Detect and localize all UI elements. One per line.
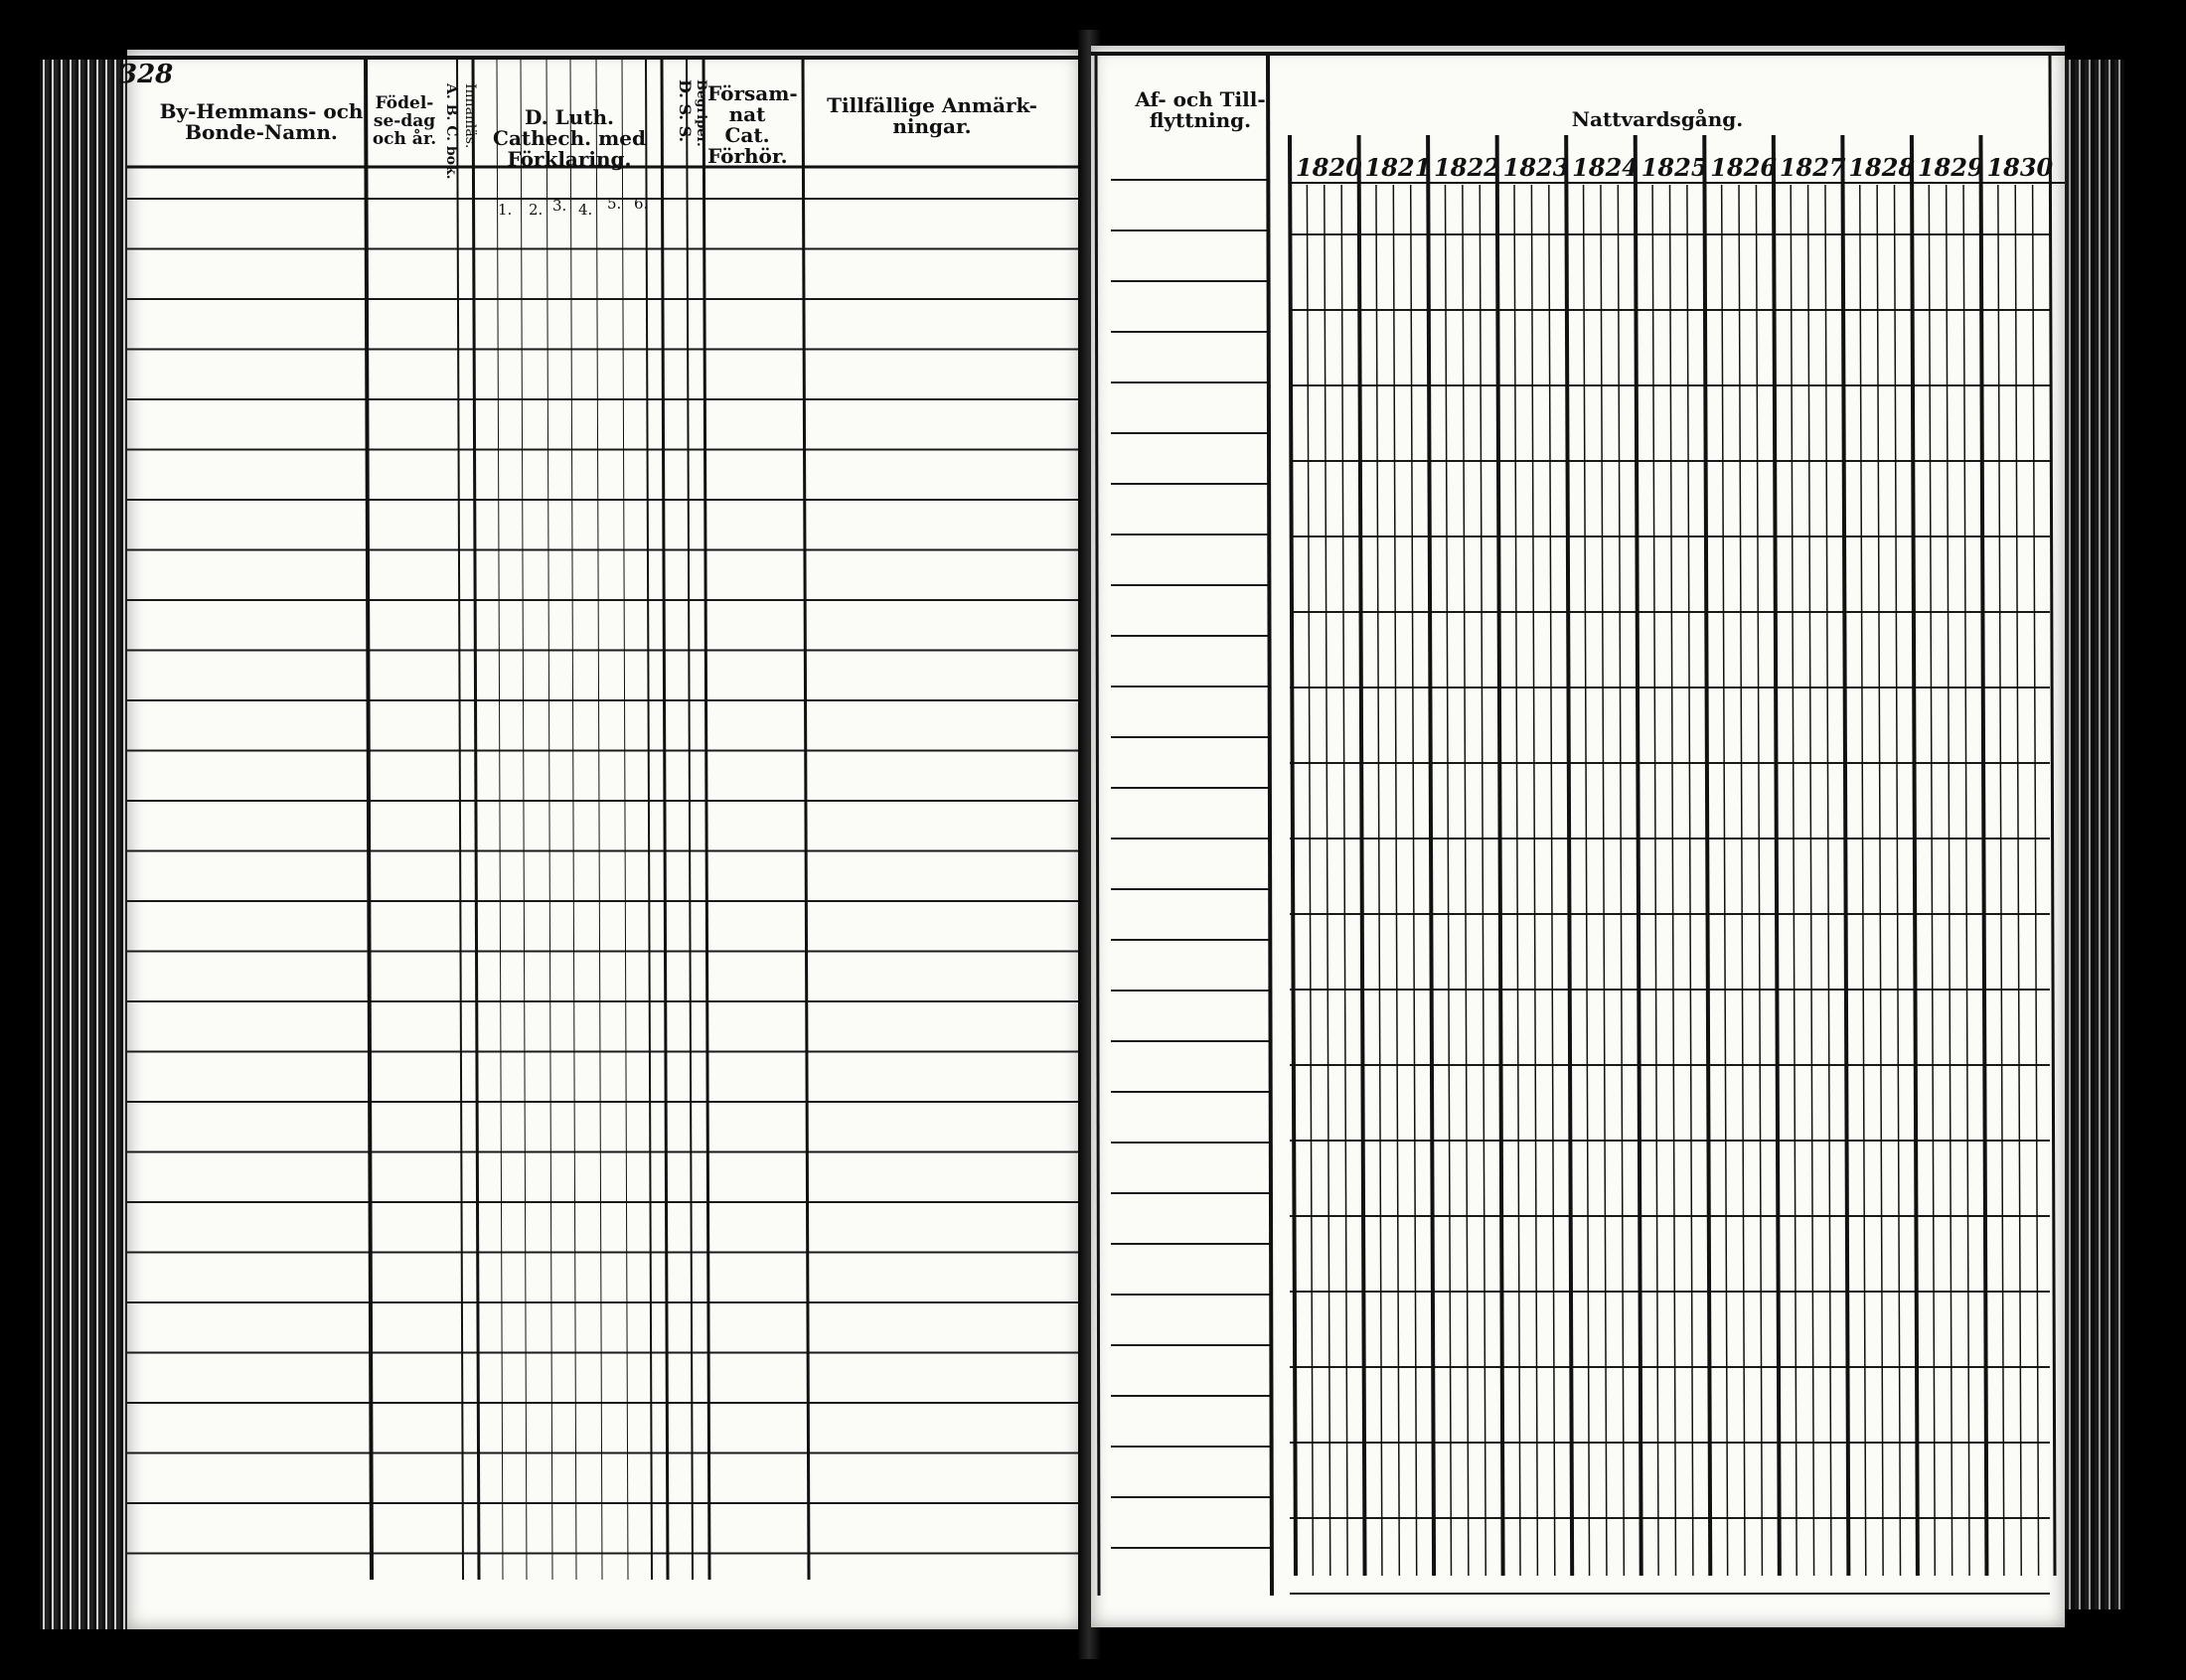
- ruled-column: [662, 58, 668, 1580]
- year-column-divider: [1774, 135, 1780, 1576]
- left-page: [119, 50, 1081, 1629]
- ruled-column: [570, 58, 576, 1580]
- header-moving: Af- och Till-flyttning.: [1135, 87, 1266, 132]
- ruled-column: [1268, 54, 1272, 1596]
- header-begriper: Begriper.: [694, 79, 708, 147]
- ruled-column: [703, 58, 709, 1580]
- ruled-column: [596, 58, 602, 1580]
- book-edge-left: [40, 60, 129, 1629]
- year-label: 1820: [1296, 153, 1362, 182]
- year-column-divider: [1566, 135, 1572, 1576]
- ruled-column: [622, 58, 628, 1580]
- header-catechism: D. Luth. Cathech. med Förklaring.: [493, 105, 646, 171]
- year-label: 1829: [1917, 153, 1984, 182]
- catechism-num-4: 4.: [578, 201, 593, 219]
- ruled-column: [521, 58, 527, 1580]
- year-column-divider: [1290, 135, 1296, 1576]
- page-number: 328: [119, 60, 174, 89]
- header-birth-date: Födel-se-dag och år.: [372, 93, 437, 149]
- year-column-divider: [1428, 135, 1434, 1576]
- header-village-names: By-Hemmans- och Bonde-Namn.: [159, 99, 364, 144]
- year-column-divider: [1636, 135, 1641, 1576]
- ruled-column: [473, 58, 479, 1580]
- ruled-column: [2050, 54, 2055, 1576]
- year-column-divider: [1359, 135, 1365, 1576]
- left-ruled-grid: [127, 50, 1081, 1629]
- year-column-divider: [1842, 135, 1848, 1576]
- year-column-divider: [1704, 135, 1710, 1576]
- year-label: 1824: [1572, 153, 1639, 182]
- right-page: [1091, 46, 2065, 1627]
- year-column-divider: [1497, 135, 1503, 1576]
- year-column-divider: [1980, 135, 1986, 1576]
- catechism-num-2: 2.: [529, 201, 544, 219]
- year-label: 1830: [1986, 153, 2054, 182]
- ruled-column: [687, 58, 693, 1580]
- year-label: 1826: [1710, 153, 1778, 182]
- ruled-column: [803, 58, 809, 1580]
- year-label: 1825: [1640, 153, 1708, 182]
- catechism-num-3: 3.: [552, 197, 567, 215]
- year-label: 1827: [1779, 153, 1846, 182]
- year-column-divider: [1912, 135, 1918, 1576]
- year-label: 1828: [1848, 153, 1916, 182]
- year-label: 1822: [1434, 153, 1500, 182]
- header-communion: Nattvardsgång.: [1571, 107, 1744, 131]
- header-forsamnat: Försam-nat Cat. Förhör.: [707, 81, 798, 168]
- catechism-num-1: 1.: [498, 201, 513, 219]
- ruled-column: [457, 58, 463, 1580]
- header-ds-s: D. S. S.: [676, 79, 695, 143]
- ruled-column: [546, 58, 552, 1580]
- catechism-num-6: 6.: [634, 195, 649, 213]
- year-label: 1823: [1502, 153, 1570, 182]
- book-edge-right: [2065, 60, 2124, 1609]
- ruled-column: [497, 58, 503, 1580]
- header-reading: Innanläs.: [462, 83, 478, 149]
- ruled-column: [366, 58, 372, 1580]
- catechism-num-5: 5.: [607, 195, 622, 213]
- header-abc-book: A. B. C. bok.: [443, 83, 459, 180]
- ruled-column: [1096, 54, 1099, 1596]
- header-remarks: Tillfällige Anmärk-ningar.: [827, 93, 1037, 138]
- right-ruled-grid: [1091, 46, 2065, 1627]
- year-label: 1821: [1364, 153, 1432, 182]
- ruled-column: [646, 58, 652, 1580]
